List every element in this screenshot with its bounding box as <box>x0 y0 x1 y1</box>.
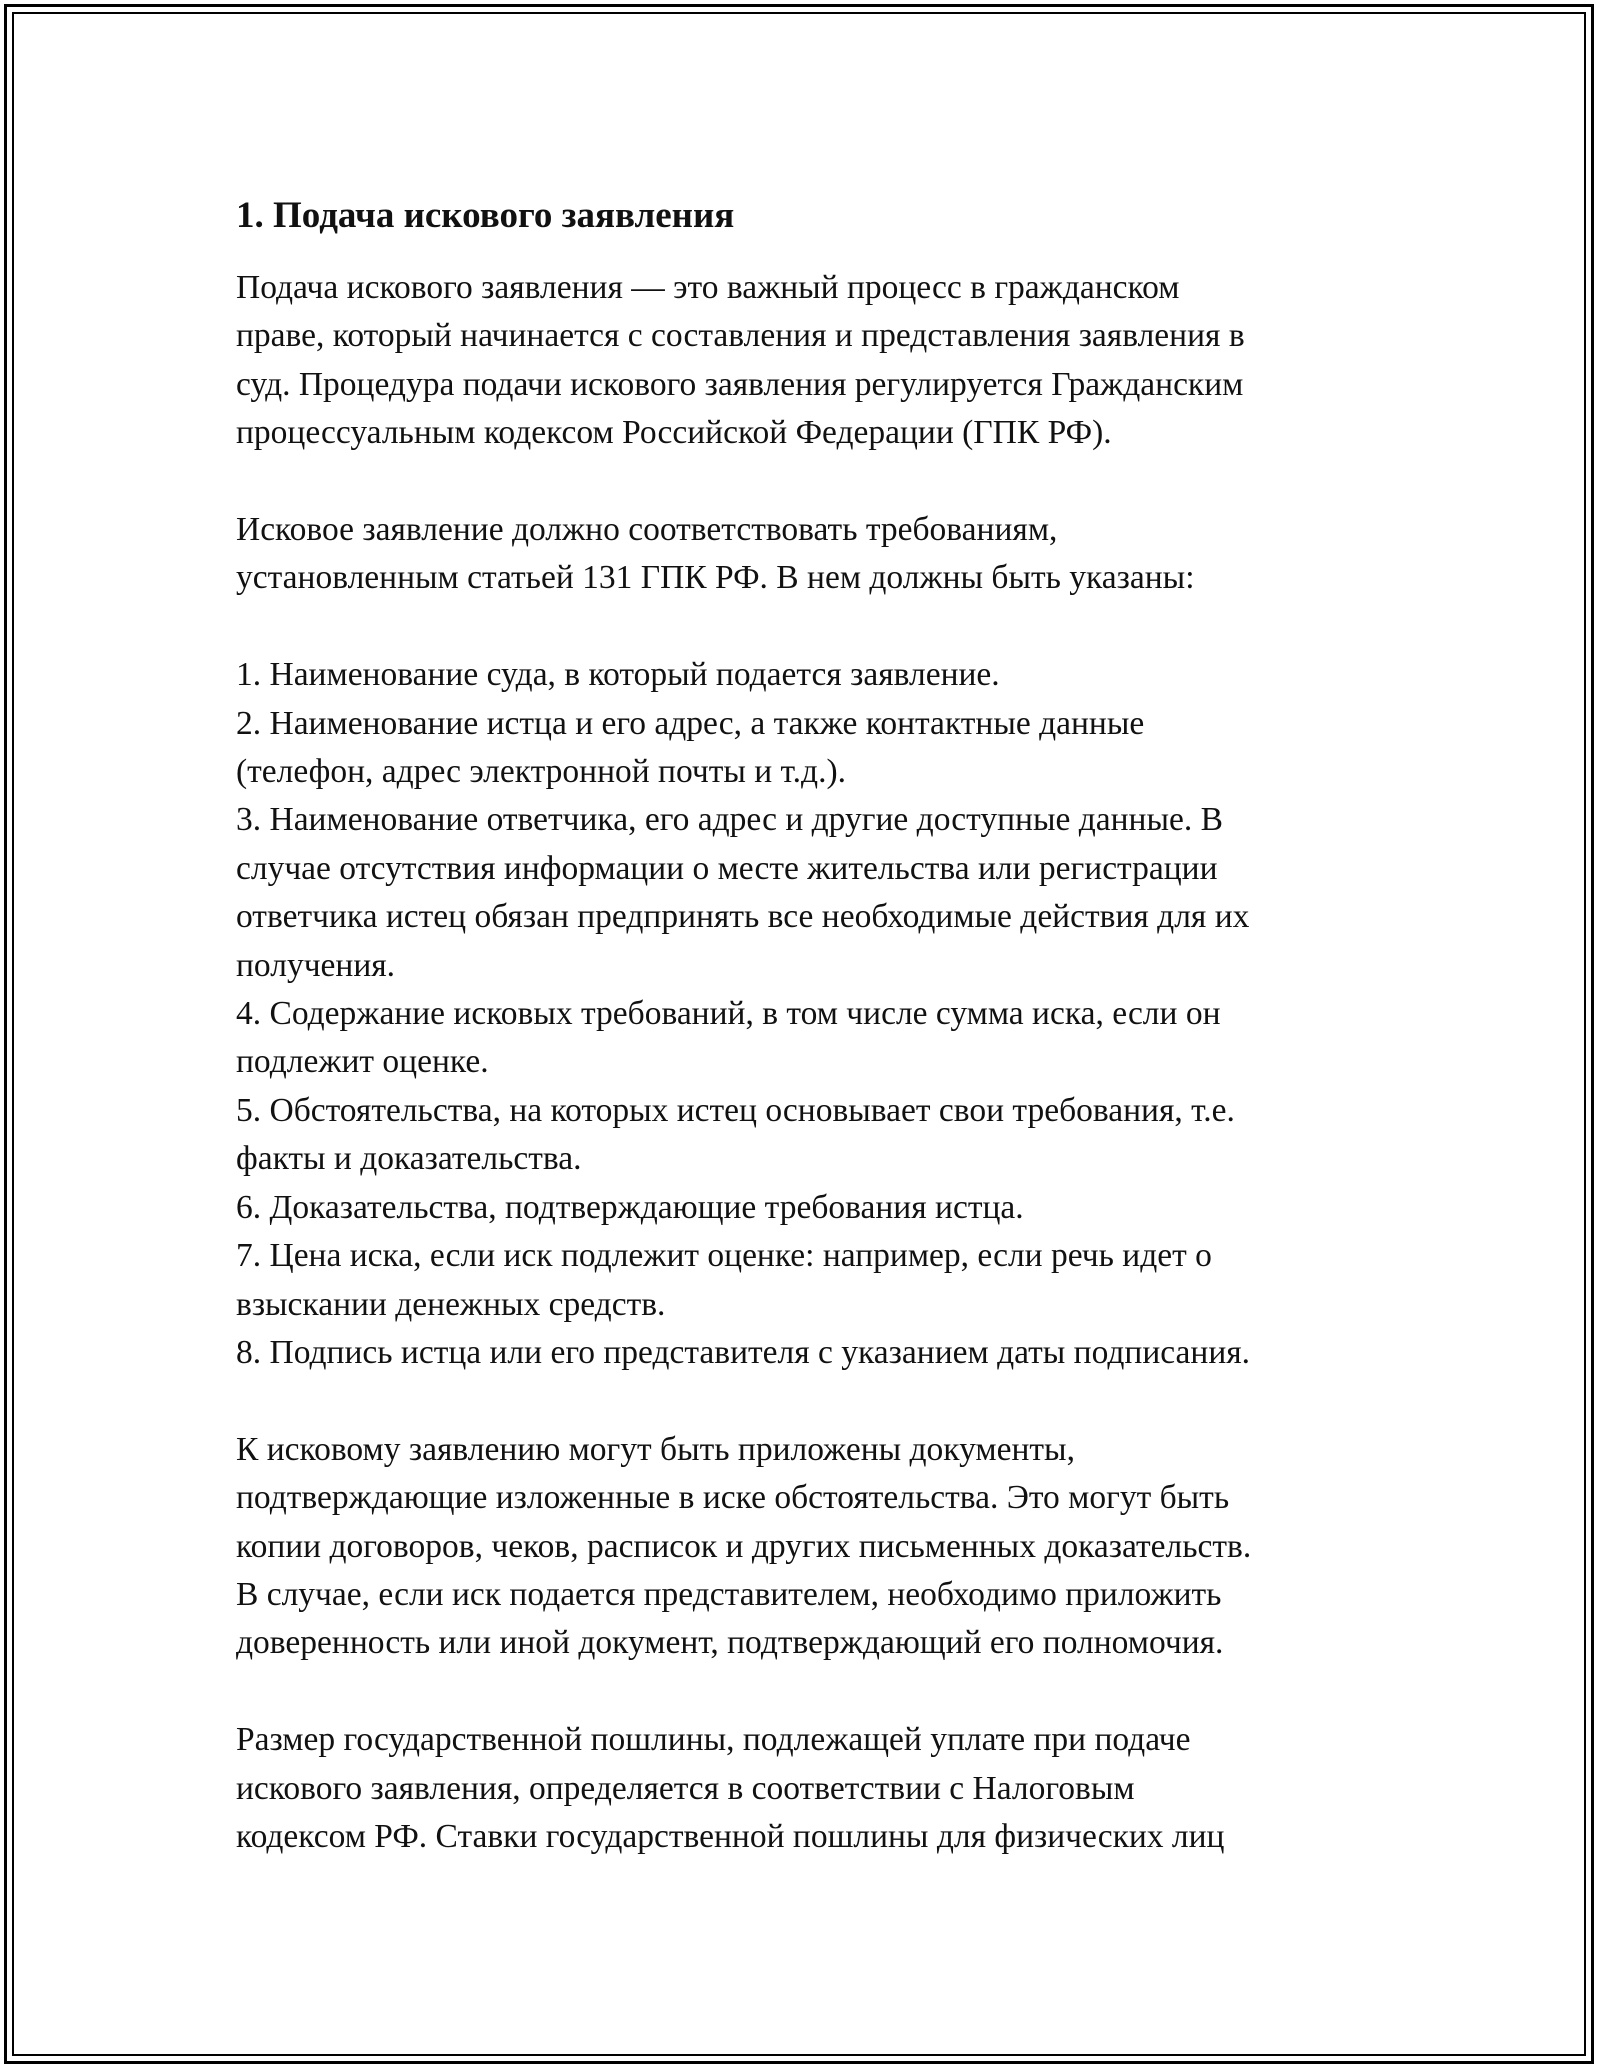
list-item: 4. Содержание исковых требований, в том числе сумма иска, если он <box>236 995 1221 1033</box>
text-line: суд. Процедура подачи искового заявления регулируется Гражданским <box>236 365 1244 403</box>
intro-paragraph <box>236 264 1366 458</box>
list-item: ответчика истец обязан предпринять все необходимые действия для их <box>236 898 1250 936</box>
list-item: получения. <box>236 946 396 984</box>
list-item: (телефон, адрес электронной почты и т.д.). <box>236 753 846 791</box>
list-item: случае отсутствия информации о месте жительства или регистрации <box>236 849 1218 887</box>
text-line: установленным статьей 131 ГПК РФ. В нем должны быть указаны: <box>236 559 1195 597</box>
list-item: 3. Наименование ответчика, его адрес и другие доступные данные. В <box>236 801 1223 839</box>
text-line: Исковое заявление должно соответствовать требованиям, <box>236 511 1058 549</box>
document-body <box>236 190 1366 1861</box>
list-item: 8. Подпись истца или его представителя с указанием даты подписания. <box>236 1333 1251 1371</box>
list-item: 6. Доказательства, подтверждающие требования истца. <box>236 1188 1024 1226</box>
text-line: копии договоров, чеков, расписок и других письменных доказательств. <box>236 1527 1252 1565</box>
list-item: подлежит оценке. <box>236 1043 489 1081</box>
text-line: праве, который начинается с составления и представления заявления в <box>236 317 1245 355</box>
text-line: процессуальным кодексом Российской Федерации (ГПК РФ). <box>236 414 1112 452</box>
text-line: Размер государственной пошлины, подлежащей уплате при подаче <box>236 1721 1191 1759</box>
section-heading: 1. Подача искового заявления <box>236 195 735 236</box>
attachments-paragraph <box>236 1426 1366 1668</box>
text-line: кодексом РФ. Ставки государственной пошлины для физических лиц <box>236 1817 1225 1855</box>
list-item: 7. Цена иска, если иск подлежит оценке: например, если речь идет о <box>236 1237 1212 1275</box>
list-item: взыскании денежных средств. <box>236 1285 666 1323</box>
text-line: подтверждающие изложенные в иске обстоятельства. Это могут быть <box>236 1479 1230 1517</box>
fee-paragraph <box>236 1716 1366 1861</box>
list-item: факты и доказательства. <box>236 1140 582 1178</box>
list-item: 1. Наименование суда, в который подается заявление. <box>236 656 1000 694</box>
text-line: Подача искового заявления — это важный процесс в гражданском <box>236 269 1180 306</box>
list-item: 5. Обстоятельства, на которых истец основывает свои требования, т.е. <box>236 1091 1235 1129</box>
text-line: искового заявления, определяется в соответствии с Налоговым <box>236 1769 1135 1807</box>
text-line: доверенность или иной документ, подтверждающий его полномочия. <box>236 1624 1224 1662</box>
text-line: К исковому заявлению могут быть приложены документы, <box>236 1430 1075 1468</box>
requirements-list <box>236 651 1366 1377</box>
list-item: 2. Наименование истца и его адрес, а также контактные данные <box>236 704 1145 742</box>
requirements-paragraph <box>236 506 1366 603</box>
text-line: В случае, если иск подается представителем, необходимо приложить <box>236 1575 1222 1613</box>
